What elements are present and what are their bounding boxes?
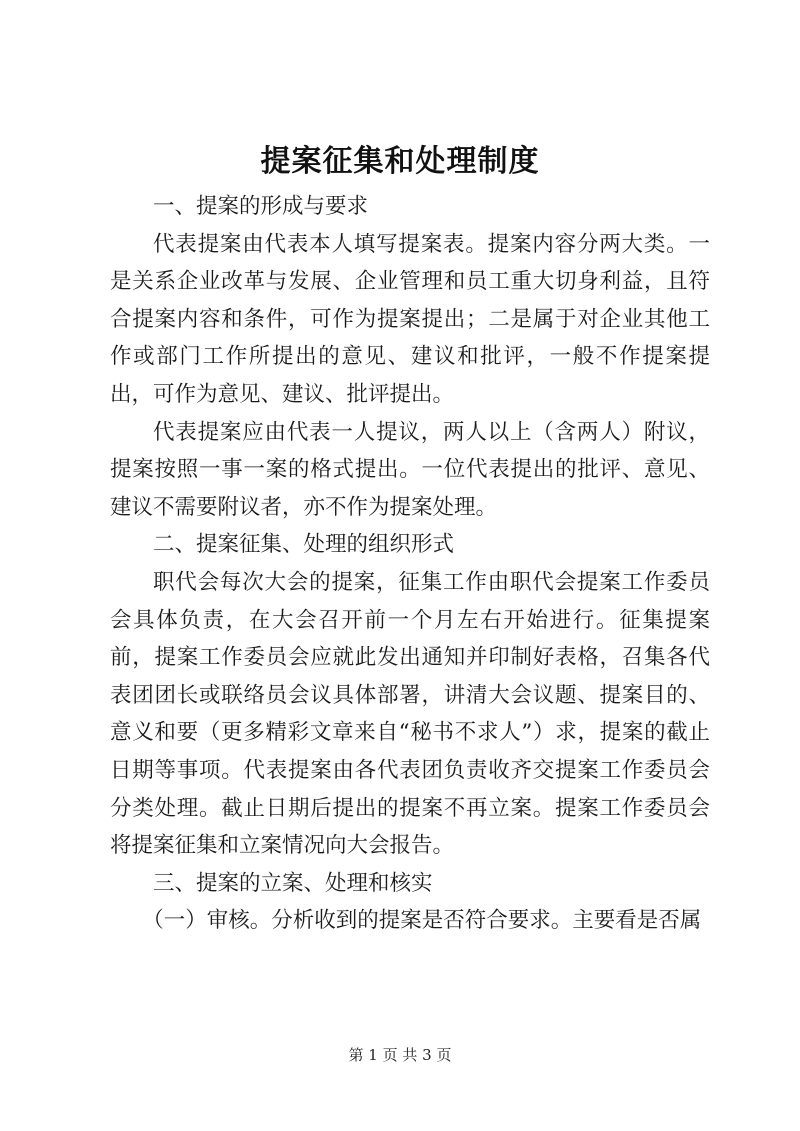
paragraph-2: 代表提案应由代表一人提议，两人以上（含两人）附议，提案按照一事一案的格式提出。一位代表提出的批评、意见、建议不需要附议者，亦不作为提案处理。 <box>110 419 710 520</box>
document-body <box>110 188 710 940</box>
page-footer: 第 1 页 共 3 页 <box>348 1046 452 1064</box>
document-title: 提案征集和处理制度 <box>260 144 540 179</box>
section-heading-3: 三、提案的立案、处理和核实 <box>153 870 433 896</box>
section-heading-1: 一、提案的形成与要求 <box>153 194 369 219</box>
paragraph-4: （一）审核。分析收到的提案是否符合要求。主要看是否属 <box>142 908 702 934</box>
section-heading-2: 二、提案征集、处理的组织形式 <box>153 532 455 558</box>
paragraph-3: 职代会每次大会的提案，征集工作由职代会提案工作委员会具体负责，在大会召开前一个月左右开始进行。征集提案前，提案工作委员会应就此发出通知并印制好表格，召集各代表团团长或联络员会议具体部署，讲清大会议题、提案目的、意义和要（更多精彩文章来自“秘书不求人”）求，提案的截止日期等事项。代表提案由各代表团负责收齐交提案工作委员会分类处理。截止日期后提出的提案不再立案。提案工作委员会将提案征集和立案情况向大会报告。 <box>110 569 710 859</box>
paragraph-1: 代表提案由代表本人填写提案表。提案内容分两大类。一是关系企业改革与发展、企业管理和员工重大切身利益，且符合提案内容和条件，可作为提案提出；二是属于对企业其他工作或部门工作所提出的意见、建议和批评，一般不作提案提出，可作为意见、建议、批评提出。 <box>110 231 710 407</box>
